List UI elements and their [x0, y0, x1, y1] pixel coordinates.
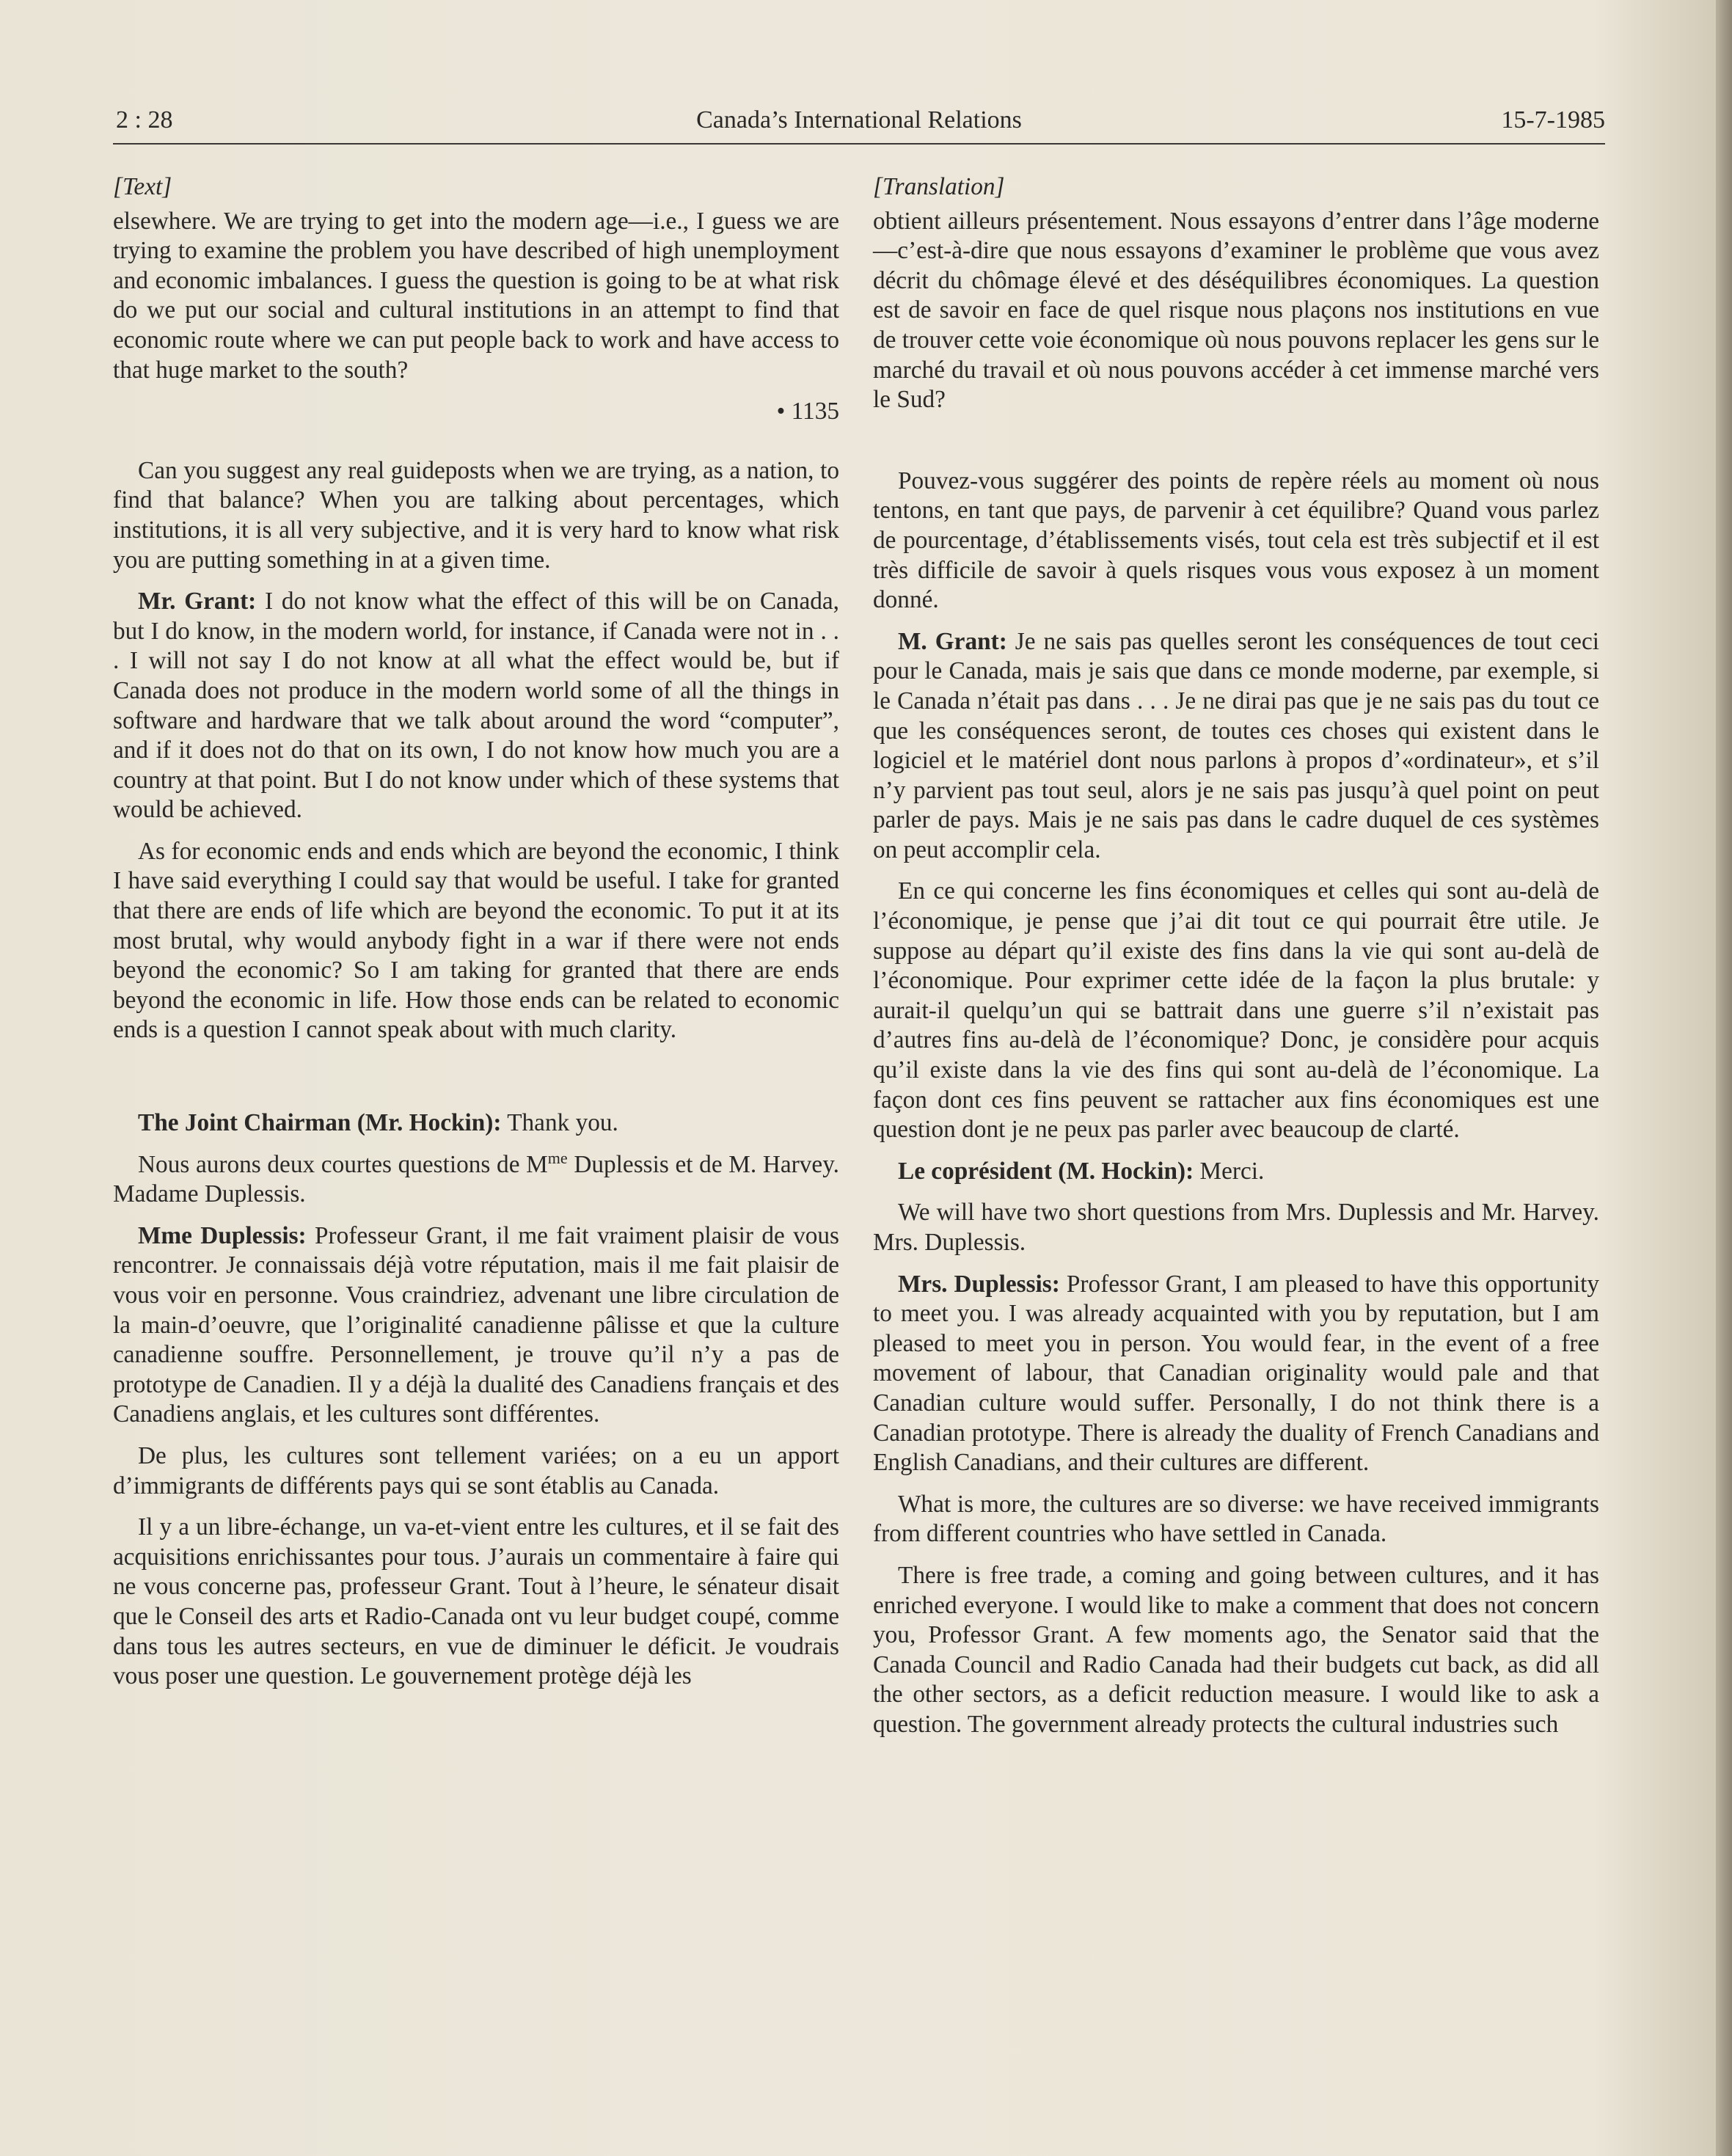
- speech-text: Professeur Grant, il me fait vraiment plaisir de vous rencontrer. Je connaissais déjà votre réputation, mais il me fait plaisir de vous voir en personne. Vous craindriez, advenant une libre circulation de la main-d’oeuvre, que l’originalité canadienne pâlisse et que la culture canadienne souffre. Personnellement, je trouve qu’il n’y a pas de prototype de Canadien. Il y a déjà la dualité des Canadiens français et des Canadiens anglais, et les cultures sont différentes.: [113, 1221, 840, 1428]
- paragraph: elsewhere. We are trying to get into the modern age—i.e., I guess we are trying to examine the problem you have described of high unemployment and economic imbalances. I guess the question is going to be at what risk do we put our social and cultural institutions in an attempt to find that economic route where we can put people back to work and have access to that huge market to the south?: [113, 207, 839, 384]
- paragraph: As for economic ends and ends which are beyond the economic, I think I have said everything I could say that would be useful. I take for granted that there are ends of life which are beyond the economic. To put it at its most brutal, why would anybody fight in a war if there were not ends beyond the economic? So I am taking for granted that there are ends beyond the economic in life. How those ends can be related to economic ends is a question I cannot speak about with much clarity.: [113, 837, 839, 1044]
- speaker-paragraph: [873, 1157, 1599, 1187]
- speaker-paragraph: [113, 1108, 839, 1139]
- speaker-name: Mr. Grant:: [138, 588, 257, 615]
- speaker-name: Mme Duplessis:: [138, 1221, 307, 1249]
- column-label: [Translation]: [873, 173, 1005, 200]
- speech-text: Je ne sais pas quelles seront les conséquences de tout ceci pour le Canada, mais je sais que dans ce monde moderne, par exemple, si le Canada n’était pas dans . . . Je ne dirai pas que je ne sais pas du tout ce que les conséquences seront, de toutes ces choses qui existent dans le logiciel et le matériel dont nous parlons à propos d’«ordinateur», et s’il n’y parvient pas tout seul, alors je ne sais pas jusqu’à quel point on peut parler de pays. Mais je ne sais pas dans le cadre duquel de ces systèmes on peut accomplir cela.: [873, 627, 1599, 863]
- speaker-paragraph: [113, 587, 839, 825]
- paragraph: [113, 1150, 839, 1210]
- column-label: [Text]: [113, 173, 172, 200]
- paragraph: Can you suggest any real guideposts when we are trying, as a nation, to find that balance? When you are talking about percentages, which institutions, it is all very subjective, and it is very hard to know what risk you are putting something in at a given time.: [113, 456, 839, 574]
- paragraph: Il y a un libre-échange, un va-et-vient entre les cultures, et il se fait des acquisitions enrichissantes pour tous. J’aurais un commentaire à faire qui ne vous concerne pas, professeur Grant. Tout à l’heure, le sénateur disait que le Conseil des arts et Radio-Canada ont vu leur budget coupé, comme dans tous les autres secteurs, en vue de diminuer le déficit. Je voudrais vous poser une question. Le gouvernement protège déjà les: [113, 1513, 839, 1690]
- paragraph: En ce qui concerne les fins économiques et celles qui sont au-delà de l’économique, je pense que j’ai dit tout ce qui pourrait être utile. Je suppose au départ qu’il existe des fins dans la vie qui sont au-delà de l’économique. Pour exprimer cette idée de la façon la plus brutale: y aurait-il quelqu’un qui se battrait dans une guerre s’il n’existait pas d’autres fins au-delà de l’économique? Donc, je considère pour acquis qu’il existe dans la vie des fins qui sont au-delà de l’économique. La façon dont ces fins peuvent se rattacher aux fins économiques est une question dont je ne peux pas parler avec beaucoup de clarté.: [873, 877, 1599, 1144]
- right-column-french: [873, 172, 1599, 1752]
- paragraph: obtient ailleurs présentement. Nous essayons d’entrer dans l’âge moderne—c’est-à-dire que nous essayons d’examiner le problème que vous avez décrit du chômage élevé et des déséquilibres économiques. La question est de savoir en face de quel risque nous plaçons nos institutions en vue de trouver cette voie économique où nous pouvons replacer les gens sur le marché du travail et où nous pouvons accéder à cet immense marché vers le Sud?: [873, 207, 1599, 414]
- paragraph: There is free trade, a coming and going between cultures, and it has enriched everyone. I would like to make a comment that does not concern you, Professor Grant. A few moments ago, the Senator said that the Canada Council and Radio Canada had their budgets cut back, as did all the other sectors, as a deficit reduction measure. I would like to ask a question. The government already protects the cultural industries such: [873, 1561, 1599, 1738]
- page-spine-shadow: [1716, 0, 1732, 2156]
- speech-text: Thank you.: [501, 1109, 618, 1137]
- time-marker: • 1135: [776, 398, 839, 425]
- publication-date: 15-7-1985: [1501, 106, 1605, 134]
- left-column-english: [113, 172, 839, 1703]
- speaker-name: Mrs. Duplessis:: [898, 1270, 1060, 1298]
- paragraph: Pouvez-vous suggérer des points de repère réels au moment où nous tentons, en tant que pays, de parvenir à cet équilibre? Quand vous parlez de pourcentage, d’établissements visés, tout cela est très subjectif et il est très difficile de savoir à quels risques vous vous exposez à un moment donné.: [873, 467, 1599, 614]
- publication-title: Canada’s International Relations: [696, 106, 1022, 134]
- speaker-paragraph: [873, 627, 1599, 866]
- paragraph: De plus, les cultures sont tellement variées; on a eu un apport d’immigrants de différents pays qui se sont établis au Canada.: [113, 1441, 839, 1499]
- speaker-name: M. Grant:: [898, 627, 1007, 655]
- speech-text: Professor Grant, I am pleased to have this opportunity to meet you. I was already acquainted with you by reputation, but I am pleased to meet you in person. You would fear, in the event of a free movement of labour, that Canadian originality would pale and that Canadian culture would suffer. Personally, I do not think there is a Canadian prototype. There is already the duality of French Canadians and English Canadians, and their cultures are different.: [873, 1270, 1599, 1477]
- spacer: [113, 1057, 839, 1108]
- paragraph: What is more, the cultures are so diverse: we have received immigrants from different countries who have settled in Canada.: [873, 1490, 1599, 1548]
- speaker-name: The Joint Chairman (Mr. Hockin):: [138, 1109, 502, 1137]
- speaker-paragraph: [113, 1221, 839, 1430]
- text-run: Nous aurons deux courtes questions de M: [138, 1150, 548, 1178]
- speech-text: I do not know what the effect of this will be on Canada, but I do know, in the modern world, for instance, if Canada were not in . . . I will not say I do not know at all what the effect would be, but if Canada does not produce in the modern world some of all the things in software and hardware that we talk about around the word “computer”, and if it does not do that on its own, I do not know how much you are a country at that point. But I do not know under which of these systems that would be achieved.: [113, 588, 839, 824]
- text-run: Duplessis et de M. Harvey. Madame Duplessis.: [113, 1150, 840, 1208]
- speech-text: Merci.: [1194, 1157, 1265, 1185]
- page-number: 2 : 28: [116, 106, 173, 134]
- speaker-name: Le coprésident (M. Hockin):: [898, 1157, 1194, 1185]
- spacer: [873, 427, 1599, 467]
- speaker-paragraph: [873, 1270, 1599, 1478]
- running-header: [113, 103, 1605, 138]
- header-rule: [113, 143, 1605, 145]
- paragraph: We will have two short questions from Mrs. Duplessis and Mr. Harvey. Mrs. Duplessis.: [873, 1199, 1599, 1256]
- superscript: me: [547, 1148, 568, 1167]
